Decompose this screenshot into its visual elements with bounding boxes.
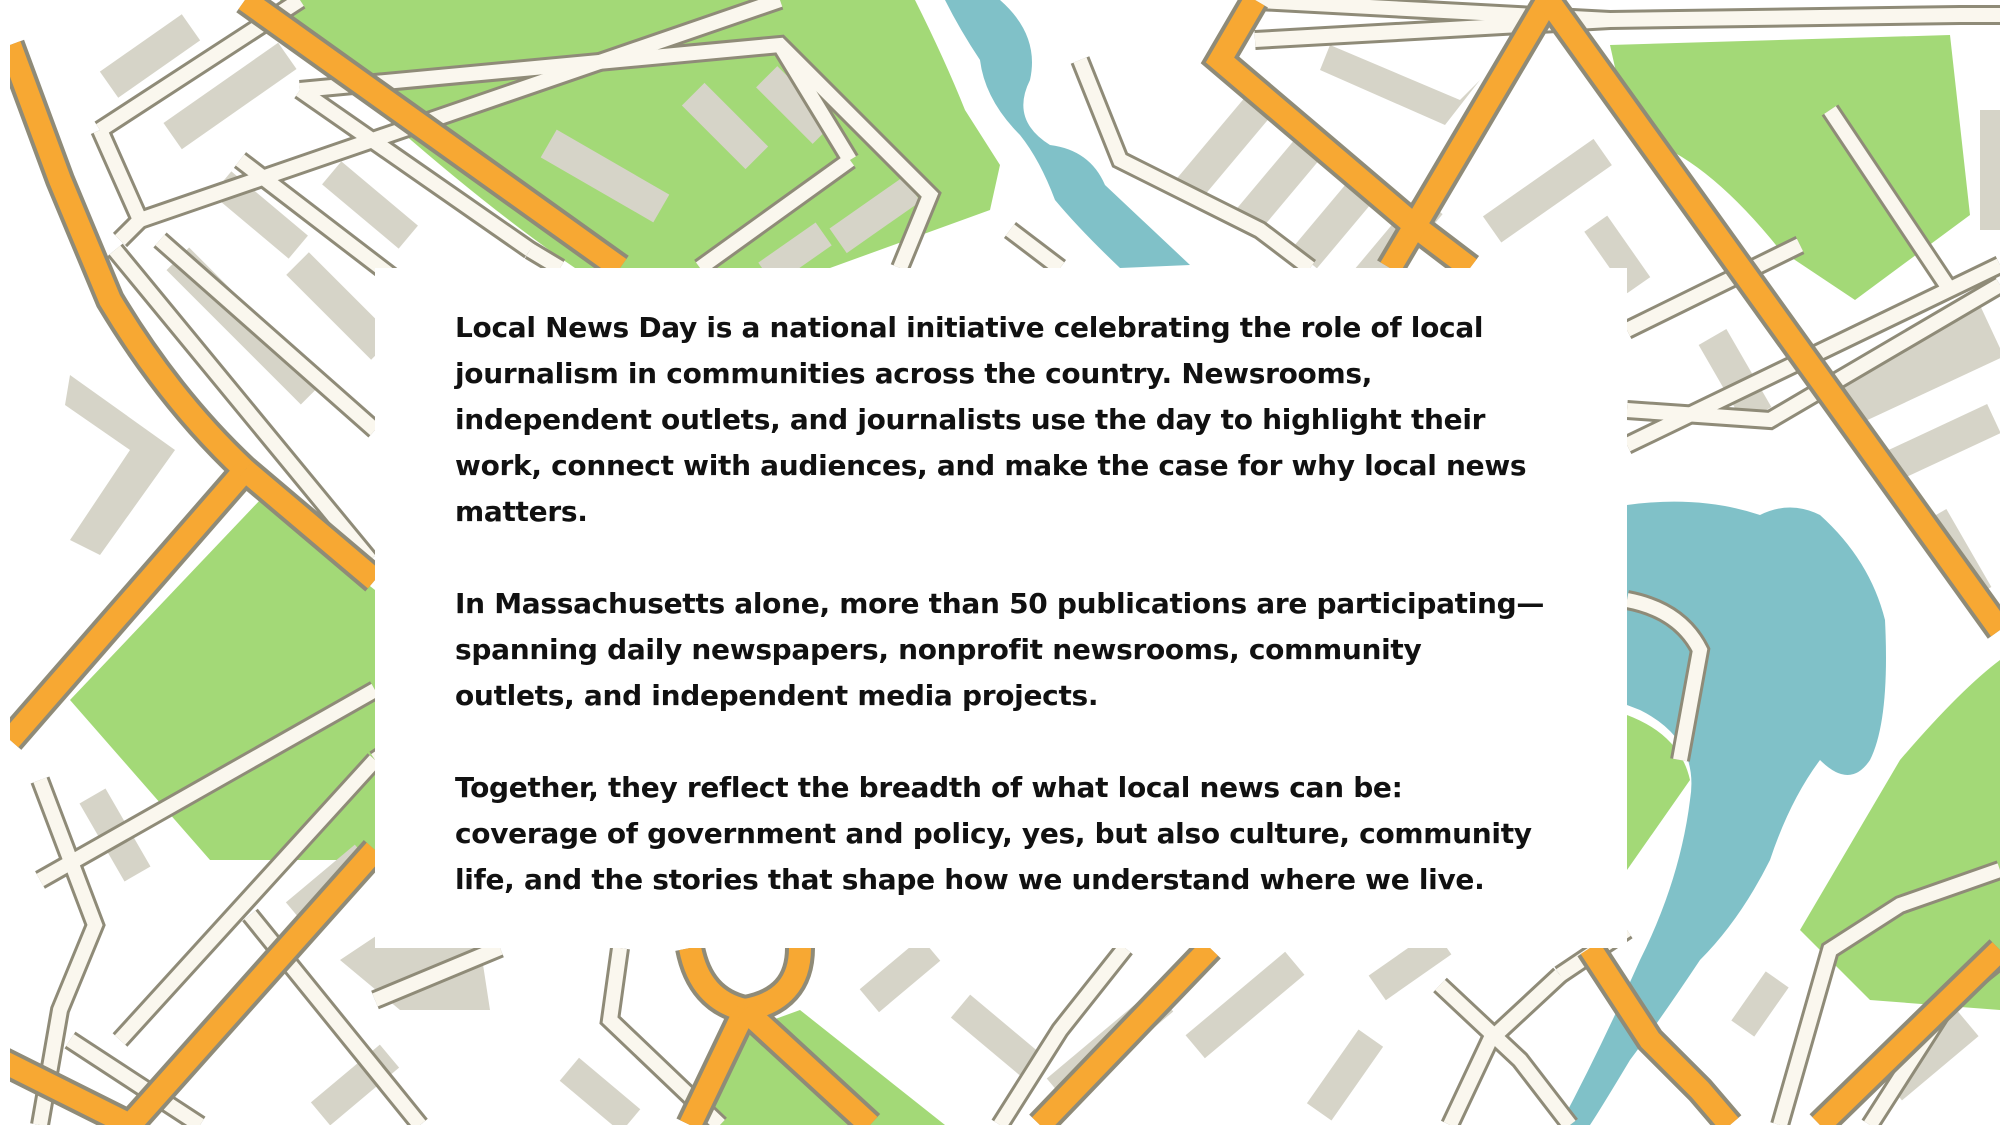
text-card: [375, 268, 1627, 948]
left-edge: [0, 0, 10, 1125]
paragraph-intro: Local News Day is a national initiative celebrating the role of local journalism in communities across the country. Newsrooms, independent outlets, and journalists use the day to highlight their work, connect with audiences, and make the case for why local news matters.: [455, 311, 1527, 528]
river-top: [945, 0, 1190, 268]
paragraph-together: Together, they reflect the breadth of what local news can be: coverage of government and policy, yes, but also culture, community life, and the stories that shape how we understand where we live.: [455, 771, 1532, 896]
paragraph-massachusetts: In Massachusetts alone, more than 50 publications are participating—spanning daily newspapers, nonprofit newsrooms, community outlets, and independent media projects.: [455, 587, 1545, 712]
